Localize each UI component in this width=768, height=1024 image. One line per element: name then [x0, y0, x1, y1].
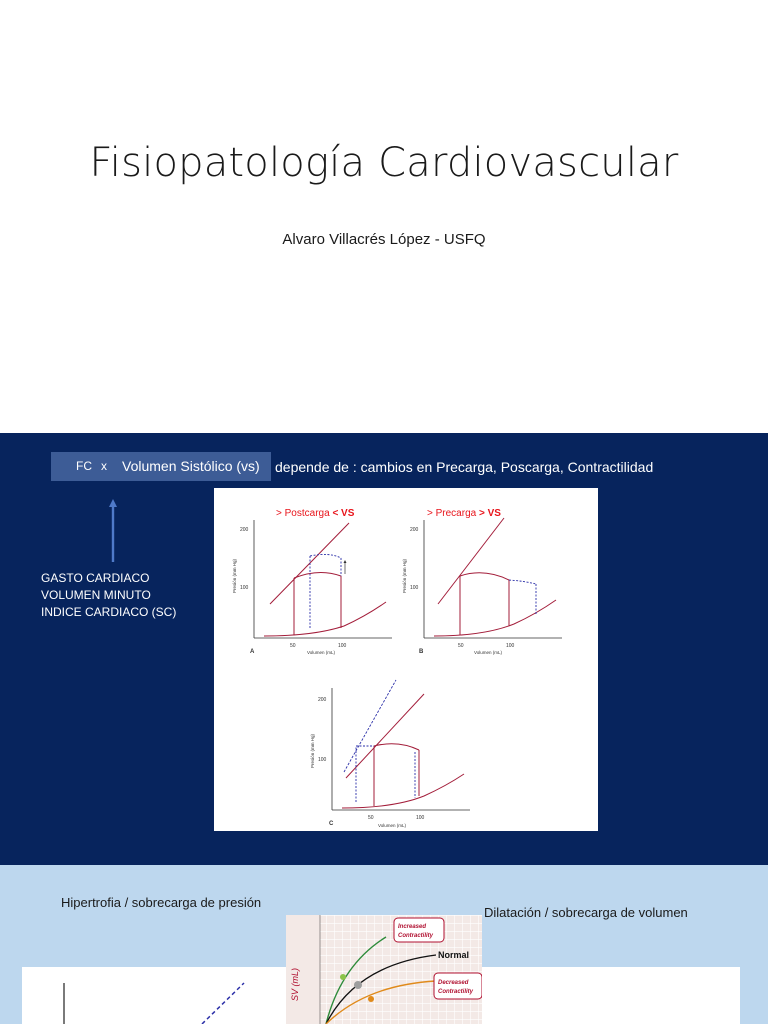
panel-a-ytick-200: 200: [240, 527, 249, 533]
panel-c: [310, 680, 470, 828]
panel-c-xlabel: Volumen (mL): [378, 823, 407, 828]
panel-a-xlabel: Volumen (mL): [307, 650, 336, 655]
pressure-volume-figure: [214, 488, 598, 831]
formula-vs: Volumen Sistólico (vs): [122, 458, 260, 474]
slide-title: Fisiopatología Cardiovascular: [89, 140, 679, 186]
gasto-cardiaco-list: [41, 570, 176, 621]
depende-text: depende de : cambios en Precarga, Poscarga, Contractilidad: [275, 459, 654, 475]
panel-b-letter: B: [419, 649, 424, 655]
gasto-line-2: VOLUMEN MINUTO: [41, 588, 151, 602]
panel-a-ytick-100: 100: [240, 585, 249, 591]
panel-a-letter: A: [250, 649, 255, 655]
starling-ylabel: SV (mL): [290, 967, 300, 1001]
panel-c-xtick-50: 50: [368, 815, 374, 821]
gasto-line-1: GASTO CARDIACO: [41, 571, 150, 585]
increased-contractility-badge: [394, 918, 444, 942]
panel-c-xtick-100: 100: [416, 815, 425, 821]
panel-b-xlabel: Volumen (mL): [474, 650, 503, 655]
normal-label: Normal: [438, 950, 470, 960]
increased-line: Increased: [398, 924, 427, 930]
panel-a-xtick-50: 50: [290, 643, 296, 649]
formula-fc: FC: [76, 459, 92, 473]
panel-b-xtick-50: 50: [458, 643, 464, 649]
panel-a-xtick-100: 100: [338, 643, 347, 649]
panel-b-xtick-100: 100: [506, 643, 515, 649]
decreased-contractility-badge: [434, 973, 482, 999]
cardiac-output-slide: [0, 433, 768, 865]
formula-x: x: [101, 459, 107, 473]
up-arrow-icon: [109, 499, 117, 562]
panel-b-label: > Precarga > VS: [427, 508, 501, 519]
decreased-line: Decreased: [438, 980, 469, 986]
contractility-line-2: Contractility: [438, 989, 474, 995]
title-slide: [0, 0, 768, 433]
gasto-line-3: INDICE CARDIACO (SC): [41, 605, 177, 619]
formula-box: [51, 452, 271, 481]
panel-c-ytick-200: 200: [318, 697, 327, 703]
starling-svg: [286, 915, 482, 1024]
hipertrofia-heading: Hipertrofia / sobrecarga de presión: [61, 895, 262, 910]
panel-c-ylabel: Presión (mm Hg): [310, 733, 315, 768]
panel-b: [402, 508, 562, 655]
panel-c-letter: C: [329, 821, 334, 827]
panel-b-ytick-100: 100: [410, 585, 419, 591]
dilatacion-heading: Dilatación / sobrecarga de volumen: [484, 905, 688, 920]
panel-b-ylabel: Presión (mm Hg): [402, 558, 407, 593]
pv-loops-svg: [214, 488, 598, 831]
panel-a-ylabel: Presión (mm Hg): [232, 558, 237, 593]
starling-curve-chart: [286, 915, 482, 1024]
panel-a-label: > Postcarga < VS: [276, 508, 355, 519]
panel-c-ytick-100: 100: [318, 757, 327, 763]
contractility-line-1: Contractility: [398, 933, 434, 939]
hypertrophy-slide: [0, 865, 768, 1024]
panel-a: [232, 508, 392, 655]
slide-subtitle: Alvaro Villacrés López - USFQ: [282, 231, 486, 248]
panel-b-ytick-200: 200: [410, 527, 419, 533]
